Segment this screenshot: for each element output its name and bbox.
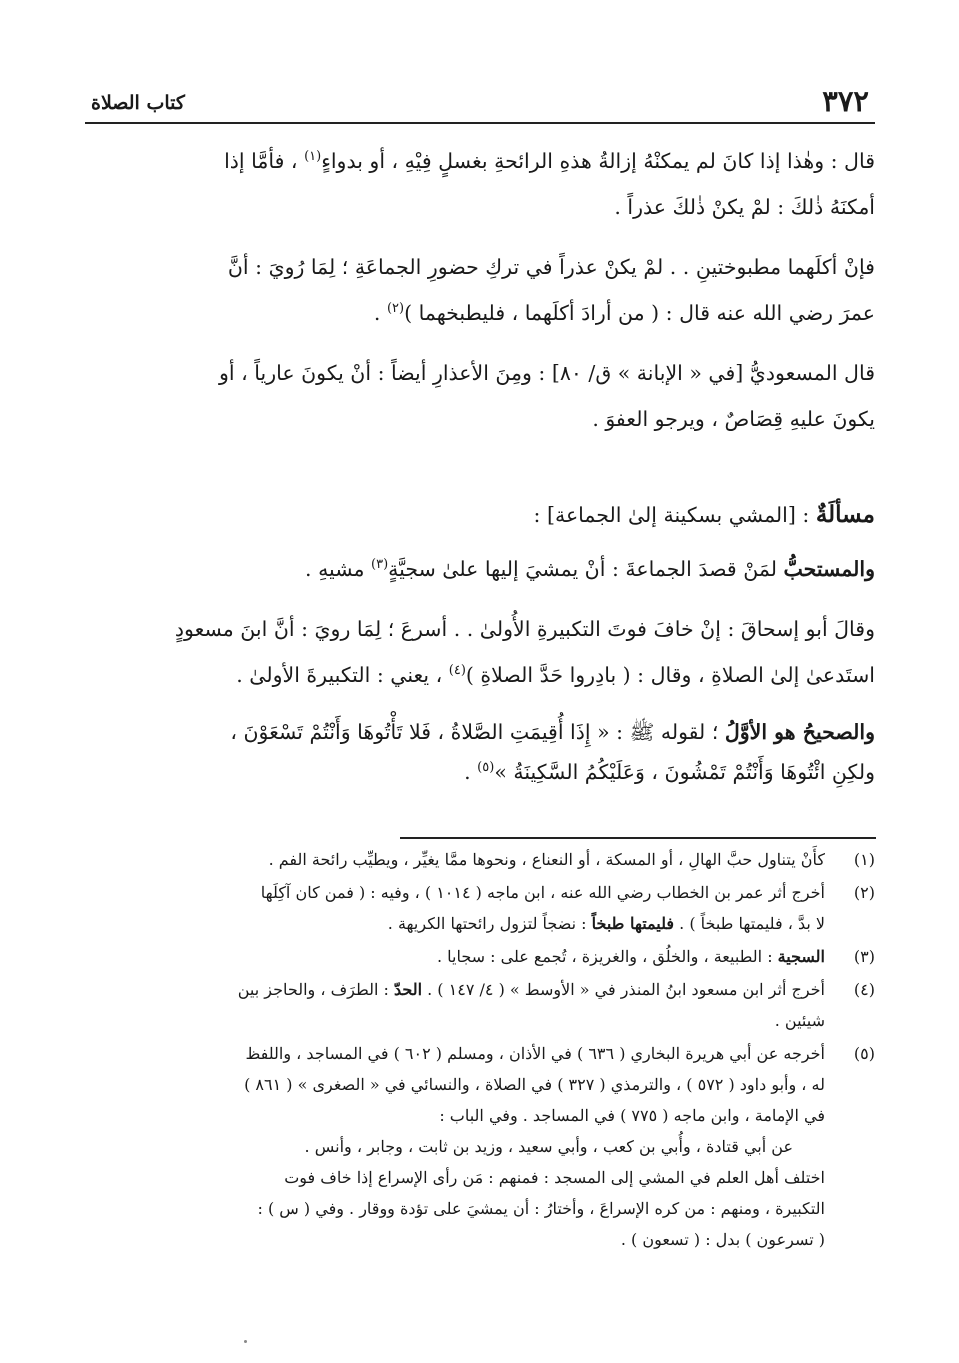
text-line: والمستحبُّ لمَنْ قصدَ الجماعةَ : أنْ يمشيَ إليها علىٰ سجيَّةٍ$^{(٣)}$ مشيهِ . — [305, 557, 875, 581]
footnote — [85, 877, 875, 939]
footnote-reference: (١) — [304, 149, 322, 165]
paragraph — [85, 244, 875, 336]
running-title: كتاب الصلاة — [91, 92, 185, 114]
footnote-reference: (٥) — [477, 760, 495, 776]
text-line: وقالَ أبو إسحاقَ : إنْ خافَ فوتَ التكبيرةِ الأُولىٰ . . أسرعَ ؛ لِمَا رويَ : أنَّ ابنَ مسعودٍ — [174, 617, 875, 641]
paragraph — [85, 546, 875, 592]
paragraph — [85, 606, 875, 698]
paragraph — [85, 350, 875, 442]
masala-label: مسألَةٌ — [815, 501, 875, 528]
footnote — [85, 974, 875, 1036]
page-header — [85, 84, 875, 124]
text-line: ( تسرعون ) بدل : ( تسعون ) . — [620, 1230, 825, 1249]
text-line: لا بدَّ ، فليمتها طبخاً ) . فليمتها طبخاً : نضجاً لتزول رائحتها الكريهة . — [387, 914, 825, 933]
text-line: عمرَ رضي الله عنه قال : ( من أرادَ أكلَهما ، فليطبخهما )$^{(٢)}$ . — [373, 301, 875, 325]
footnote-number: (١) — [853, 850, 875, 869]
footnote-text — [85, 941, 825, 972]
footnote-number: (٢) — [853, 883, 875, 902]
header-rule — [85, 122, 875, 124]
text-line: والصحيحُ هو الأوَّلُ ؛ لقوله ﷺ : « إِذَا أُقِيمَتِ الصَّلاةُ ، فَلا تَأْتُوهَا وَأَنْتُمْ تَسْعَوْنَ ، — [230, 720, 875, 744]
page-number: ٣٧٢ — [822, 84, 869, 118]
text-line: استَدعىٰ إلىٰ الصلاةِ ، وقال : ( بادِروا حَدَّ الصلاةِ )$^{(٤)}$ ، يعني : التكبيرةَ الأولىٰ . — [236, 663, 875, 687]
text-line: التكبيرة ، ومنهم : من كره الإسراعَ ، وأختارُ : أن يمشيَ على تؤدة ووقار . وفي ( س ) : — [257, 1199, 825, 1218]
text-line: أخرج أثر ابن مسعود ابنُ المنذر في « الأوسط » ( ٤/ ١٤٧ ) . الحدّ : الطرَف ، والحاجز بين — [237, 980, 825, 999]
footnote-text — [85, 974, 825, 1036]
text-line: قال المسعوديُّ [في « الإبانة » ق/ ٨٠] : ومِنَ الأعذارِ أيضاً : أنْ يكونَ عارياً ، أو — [219, 361, 875, 385]
footnote-number: (٣) — [853, 947, 875, 966]
scan-speck — [244, 1340, 247, 1343]
text-line: السجية : الطبيعة ، والخلُق ، والغريزة ، تُجمع على : سجايا . — [436, 947, 825, 966]
footnote-separator — [400, 837, 876, 839]
footnote-number: (٥) — [853, 1044, 875, 1063]
footnote-reference: (٣) — [371, 557, 389, 573]
text-line: ولكِنِ ائْتُوهَا وَأَنْتُمْ تَمْشُونَ ، وَعَلَيْكُمُ السَّكِينَةُ »$^{(٥)}$ . — [464, 760, 875, 784]
footnote-text — [85, 1038, 825, 1255]
text-line: يكونَ عليهِ قِصَاصٌ ، ويرجو العفوَ . — [592, 407, 875, 431]
section-title: : [المشي بسكينة إلىٰ الجماعة] : — [533, 503, 816, 527]
text-line: قال : وهٰذا إذا كانَ لم يمكنْهُ إزالةُ هذهِ الرائحةِ بغسلٍ فِيْهِ ، أو بدواءٍ$^{(١)}$ ، فأمَّا إذا — [224, 149, 875, 173]
footnote-text — [85, 877, 825, 939]
text-line: اختلف أهل العلم في المشي إلى المسجد : فمنهم : مَن رأى الإسراع إذا خاف فوت — [284, 1168, 825, 1187]
text-line: عن أبي قتادة ، وأُبي بن كعب ، وأبي سعيد ، وزيد بن ثابت ، وجابر ، وأنس . — [304, 1137, 793, 1156]
text-line: له ، وأبو داود ( ٥٧٢ ) ، والترمذي ( ٣٢٧ ) في الصلاة ، والنسائي في « الصغرى » ( ٨٦١ ) — [244, 1075, 825, 1094]
text-line: في الإمامة ، وابن ماجه ( ٧٧٥ ) في المساجد . وفي الباب : — [439, 1106, 825, 1125]
text-line: أمكنَهُ ذٰلكَ : لمْ يكنْ ذٰلكَ عذراً . — [614, 195, 875, 219]
text-line: شيئين . — [774, 1011, 825, 1030]
text-line: فإنْ أكلَهما مطبوختينِ . . لمْ يكنْ عذراً في تركِ حضورِ الجماعَةِ ؛ لِمَا رُويَ : أنَّ — [227, 255, 875, 279]
section-heading — [85, 492, 875, 538]
text-line: كأَنْ يتناول حبَّ الهالِ ، أو المسكة ، أو النعناع ، ونحوها ممَّا يغيِّر ، ويطيِّب رائحة الفم . — [268, 850, 825, 869]
footnote-text — [85, 844, 825, 875]
paragraph — [85, 712, 875, 792]
paragraph — [85, 138, 875, 230]
footnote-reference: (٤) — [448, 663, 466, 679]
main-text — [85, 138, 875, 806]
text-line: أخرجه عن أبي هريرة البخاري ( ٦٣٦ ) في الأذان ، ومسلم ( ٦٠٢ ) في المساجد ، واللفظ — [245, 1044, 825, 1063]
footnote-reference: (٢) — [386, 301, 405, 317]
text-line: أخرج أثر عمر بن الخطاب رضي الله عنه ، ابن ماجه ( ١٠١٤ ) ، وفيه : ( فمن كان آكِلَها — [260, 883, 825, 902]
footnote-number: (٤) — [853, 980, 875, 999]
footnotes — [85, 844, 875, 1257]
footnote — [85, 941, 875, 972]
footnote — [85, 1038, 875, 1255]
footnote — [85, 844, 875, 875]
